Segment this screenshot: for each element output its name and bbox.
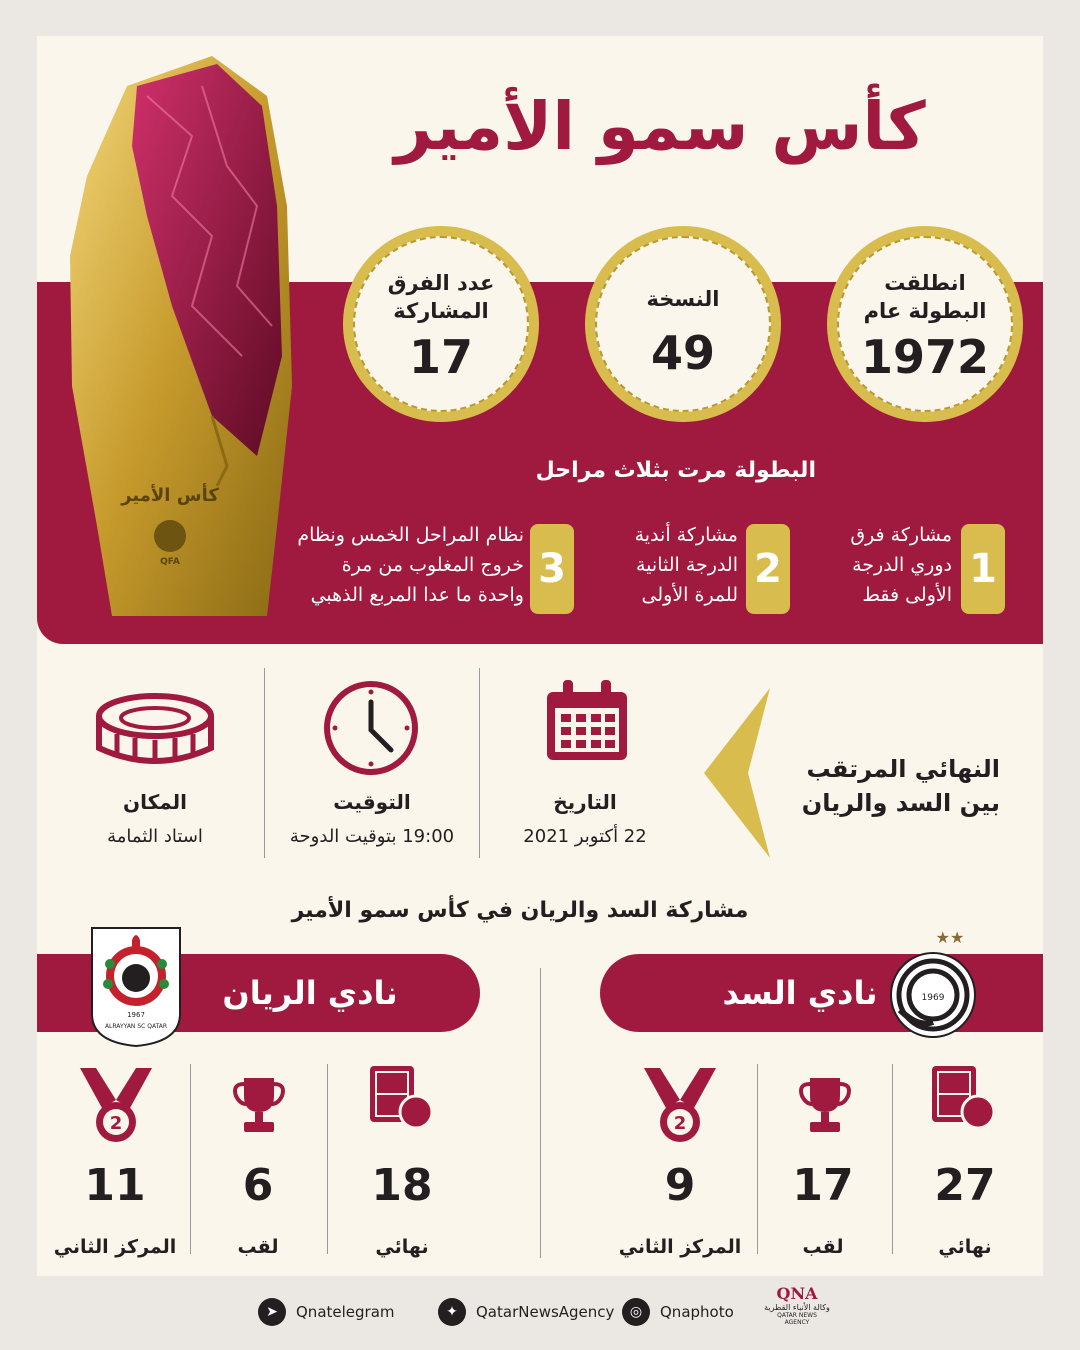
divider — [190, 1064, 191, 1254]
time-value: 19:00 بتوقيت الدوحة — [289, 826, 455, 847]
stat-label: نهائي — [375, 1236, 429, 1258]
fact-label: البطولة عام — [863, 299, 987, 323]
divider — [540, 968, 541, 1258]
stadium-icon — [95, 690, 215, 770]
divider — [479, 668, 480, 858]
telegram-icon[interactable]: ➤ — [258, 1298, 286, 1326]
svg-text:2: 2 — [673, 1113, 687, 1134]
club-name-sadd: نادي السد — [722, 974, 878, 1012]
club-name-rayyan: نادي الريان — [222, 974, 398, 1012]
stat-value: 18 — [371, 1160, 433, 1211]
fact-label: النسخة — [646, 287, 720, 311]
fact-teams — [343, 226, 539, 422]
fact-value: 49 — [650, 326, 715, 380]
svg-text:1969: 1969 — [921, 993, 945, 1003]
stars-icon: ★★ — [935, 928, 965, 947]
divider — [892, 1064, 893, 1254]
trophy-cup-icon — [798, 1076, 852, 1136]
fact-value: 1972 — [860, 330, 990, 384]
stage-text: نظام المراحل الخمس ونظام خروج المغلوب من مرة واحدة ما عدا المربع الذهبي — [297, 524, 524, 606]
divider — [327, 1064, 328, 1254]
fact-label: عدد الفرق — [387, 271, 495, 295]
venue-label: المكان — [123, 790, 187, 814]
calendar-icon — [545, 678, 629, 762]
medal-icon — [640, 1068, 720, 1144]
svg-text:1967: 1967 — [127, 1011, 145, 1019]
fact-edition — [585, 226, 781, 422]
svg-text:ALRAYYAN SC QATAR: ALRAYYAN SC QATAR — [104, 1023, 168, 1030]
qna-logo: QNA وكالة الأنباء القطرية QATAR NEWS AGENCY — [764, 1284, 830, 1326]
fact-launch-year — [827, 226, 1023, 422]
stage-text: مشاركة فرق دوري الدرجة الأولى فقط — [850, 524, 952, 606]
svg-text:2: 2 — [109, 1113, 123, 1134]
stat-value: 11 — [84, 1160, 146, 1211]
medal-icon — [76, 1068, 156, 1144]
clock-icon — [323, 680, 419, 776]
twitter-handle[interactable]: QatarNewsAgency — [476, 1303, 615, 1321]
participation-title: مشاركة السد والريان في كأس سمو الأمير — [291, 898, 749, 923]
fact-label: انطلقت — [884, 271, 966, 295]
stat-label: لقب — [237, 1236, 279, 1258]
stat-label: لقب — [802, 1236, 844, 1258]
stat-value: 9 — [664, 1160, 696, 1211]
instagram-handle[interactable]: Qnaphoto — [660, 1303, 734, 1321]
divider — [757, 1064, 758, 1254]
trophy-badge: QFA — [160, 557, 180, 567]
pitch-ball-icon — [930, 1064, 998, 1132]
stages-title: البطولة مرت بثلاث مراحل — [535, 458, 816, 483]
pitch-ball-icon — [368, 1064, 436, 1132]
final-heading: النهائي المرتقب بين السد والريان — [801, 755, 1000, 817]
instagram-icon[interactable]: ◎ — [622, 1298, 650, 1326]
club-logo-rayyan — [88, 924, 184, 1050]
page-title: كأس سمو الأمير — [394, 88, 926, 165]
venue-value: استاد الثمامة — [107, 826, 203, 847]
stat-label: المركز الثاني — [53, 1236, 177, 1258]
stage-number: 3 — [530, 524, 574, 614]
time-label: التوقيت — [333, 790, 411, 814]
fact-value: 17 — [408, 330, 473, 384]
stat-value: 27 — [934, 1160, 996, 1211]
telegram-handle[interactable]: Qnatelegram — [296, 1303, 395, 1321]
stat-label: نهائي — [938, 1236, 992, 1258]
club-logo-sadd — [888, 950, 978, 1040]
stat-value: 6 — [242, 1160, 274, 1211]
stage-text: مشاركة أندية الدرجة الثانية للمرة الأولى — [634, 524, 738, 606]
twitter-icon[interactable]: ✦ — [438, 1298, 466, 1326]
divider — [264, 668, 265, 858]
date-value: 22 أكتوبر 2021 — [523, 826, 647, 847]
trophy-engraving: كأس الأمير — [121, 485, 219, 506]
date-label: التاريخ — [553, 790, 617, 814]
stage-number: 1 — [961, 524, 1005, 614]
stage-number: 2 — [746, 524, 790, 614]
trophy-cup-icon — [232, 1076, 286, 1136]
fact-label: المشاركة — [393, 299, 489, 323]
chevron-left-icon — [704, 688, 770, 858]
stat-label: المركز الثاني — [618, 1236, 742, 1258]
stat-value: 17 — [792, 1160, 854, 1211]
